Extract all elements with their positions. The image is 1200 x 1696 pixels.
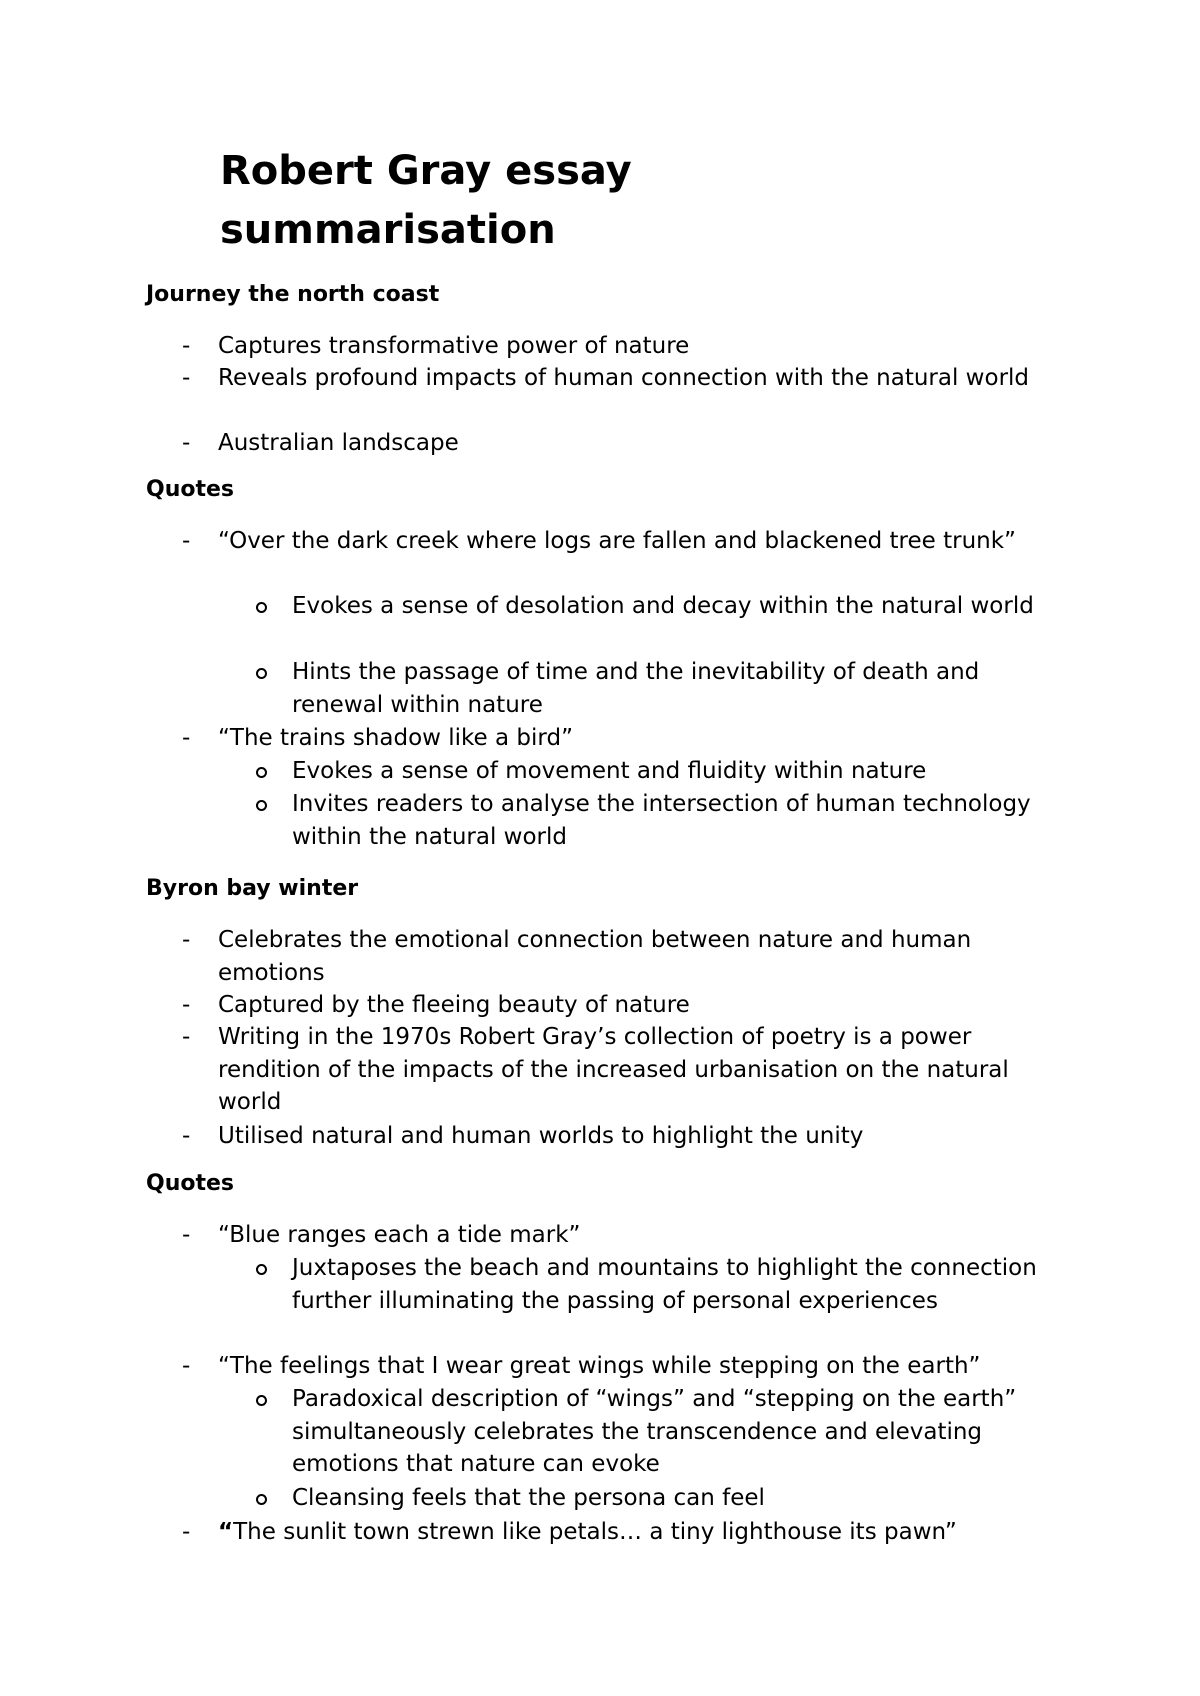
quote-text: “The trains shadow like a bird”	[218, 725, 573, 751]
list-item-text: Celebrates the emotional connection between nature and human emotions	[218, 927, 972, 986]
dash-marker: -	[182, 528, 191, 554]
dash-marker: -	[182, 725, 191, 751]
bold-open-quote: “	[218, 1519, 234, 1545]
dash-marker: -	[182, 1123, 191, 1149]
sub-list-item-text: Evokes a sense of movement and fluidity within nature	[292, 758, 927, 784]
quote-text	[218, 1516, 1078, 1549]
sub-list-item-text: Paradoxical description of “wings” and “stepping on the earth” simultaneously celebrates the transcendence and elevating emotions that nature can evoke	[292, 1386, 1017, 1477]
dash-marker: -	[182, 927, 191, 953]
circle-bullet-icon	[256, 788, 267, 821]
dash-marker: -	[182, 1353, 191, 1379]
document-title: Robert Gray essay summarisation	[220, 148, 632, 253]
list-item-text: Australian landscape	[218, 430, 459, 456]
list-item-text: Writing in the 1970s Robert Gray’s collection of poetry is a power rendition of the impacts of the increased urbanisation on the natural world	[218, 1024, 1009, 1115]
dash-marker: -	[182, 430, 191, 456]
quote-text: “Over the dark creek where logs are fallen and blackened tree trunk”	[218, 528, 1016, 554]
circle-bullet-icon	[256, 656, 267, 689]
sub-list-item-text: Invites readers to analyse the intersection of human technology within the natural world	[292, 791, 1031, 850]
sub-list-item-text: Juxtaposes the beach and mountains to highlight the connection further illuminating the passing of personal experiences	[292, 1255, 1037, 1314]
circle-bullet-icon	[256, 590, 267, 623]
quote-text: “Blue ranges each a tide mark”	[218, 1222, 581, 1248]
sub-list-item-text: Hints the passage of time and the inevitability of death and renewal within nature	[292, 659, 980, 718]
list-item-text: Utilised natural and human worlds to highlight the unity	[218, 1123, 864, 1149]
sub-list-item-text: Evokes a sense of desolation and decay within the natural world	[292, 593, 1034, 619]
quote-text: “The feelings that I wear great wings while stepping on the earth”	[218, 1353, 981, 1379]
circle-bullet-icon	[256, 1383, 267, 1416]
circle-bullet-icon	[256, 755, 267, 788]
dash-marker: -	[182, 1024, 191, 1050]
section-heading-quotes: Quotes	[146, 1171, 235, 1196]
sub-list-item-text: Cleansing feels that the persona can feel	[292, 1485, 765, 1511]
dash-marker: -	[182, 1222, 191, 1248]
dash-marker: -	[182, 992, 191, 1018]
section-heading-journey: Journey the north coast	[146, 282, 440, 307]
section-heading-quotes: Quotes	[146, 477, 235, 502]
dash-marker: -	[182, 333, 191, 359]
dash-marker: -	[182, 1519, 191, 1545]
list-item-text: Reveals profound impacts of human connection with the natural world	[218, 365, 1030, 391]
circle-bullet-icon	[256, 1252, 267, 1285]
circle-bullet-icon	[256, 1482, 267, 1515]
section-heading-byron: Byron bay winter	[146, 876, 359, 901]
quote-body: The sunlit town strewn like petals… a tiny lighthouse its pawn”	[233, 1519, 957, 1545]
list-item-text: Captures transformative power of nature	[218, 333, 690, 359]
list-item-text: Captured by the fleeing beauty of nature	[218, 992, 690, 1018]
dash-marker: -	[182, 365, 191, 391]
